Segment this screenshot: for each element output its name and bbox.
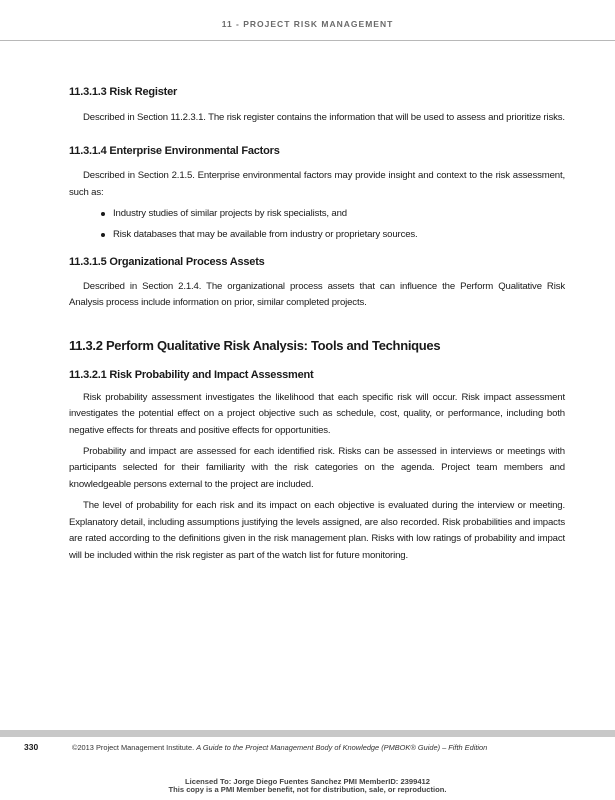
- list-item-text: Risk databases that may be available from industry or proprietary sources.: [113, 228, 418, 240]
- page-number: 330: [24, 742, 39, 752]
- license-line-1: Licensed To: Jorge Diego Fuentes Sanchez PMI MemberID: 2399412: [184, 777, 431, 786]
- footer-bar: [0, 730, 615, 737]
- heading-11-3-2-1: 11.3.2.1 Risk Probability and Impact Assessment: [69, 368, 314, 381]
- copyright-notice: [72, 743, 487, 752]
- heading-11-3-1-3: 11.3.1.3 Risk Register: [69, 86, 178, 98]
- bullet-icon: [101, 233, 105, 237]
- section-tools-and-techniques: [69, 338, 565, 353]
- paragraph-probability-levels: The level of probability for each risk and its impact on each objective is evaluated during the interview or meeting. Explanatory detail, including assumptions justifying the levels assigned, are also recorded. Risk probabilities and impacts are rated according to the definitions given in the risk management plan. Risks with low ratings of probability and impact will be included within the risk register as part of the watch list for future monitoring.: [69, 500, 565, 561]
- section-risk-register: [69, 86, 565, 126]
- book-title: A Guide to the Project Management Body of Knowledge (PMBOK® Guide) – Fifth Edition: [196, 743, 488, 752]
- paragraph-assessment-participants: Probability and impact are assessed for each identified risk. Risks can be assessed in interviews or meetings with participants selected for their familiarity with the risk categories on the agenda. Project team members and knowledgeable persons external to the project are included.: [69, 446, 565, 490]
- running-header: [0, 0, 615, 41]
- page-content: [69, 86, 565, 564]
- bullet-icon: [101, 212, 105, 216]
- list-item: [69, 227, 565, 243]
- paragraph-opa: Described in Section 2.1.4. The organizational process assets that can influence the Perform Qualitative Risk Analysis process include information on prior, similar completed projects.: [69, 281, 565, 309]
- heading-11-3-1-5: 11.3.1.5 Organizational Process Assets: [69, 256, 265, 269]
- section-organizational-process-assets: [69, 256, 565, 312]
- list-item-text: Industry studies of similar projects by risk specialists, and: [113, 208, 347, 220]
- heading-11-3-1-4: 11.3.1.4 Enterprise Environmental Factors: [69, 145, 280, 158]
- section-risk-probability-impact: [69, 369, 565, 564]
- license-line-2: This copy is a PMI Member benefit, not for distribution, sale, or reproduction.: [168, 785, 447, 794]
- paragraph-eef: Described in Section 2.1.5. Enterprise environmental factors may provide insight and context to the risk assessment, such as:: [69, 170, 565, 198]
- eef-bullet-list: [69, 206, 565, 243]
- heading-11-3-2: 11.3.2 Perform Qualitative Risk Analysis: Tools and Techniques: [69, 337, 441, 353]
- paragraph-risk-register: Described in Section 11.2.3.1. The risk register contains the information that will be used to assess and prioritize risks.: [83, 112, 565, 123]
- copyright-prefix: ©2013 Project Management Institute.: [72, 743, 197, 752]
- chapter-title: 11 - PROJECT RISK MANAGEMENT: [221, 19, 394, 29]
- list-item: [69, 206, 565, 222]
- section-enterprise-environmental-factors: [69, 145, 565, 243]
- paragraph-probability-assessment: Risk probability assessment investigates the likelihood that each specific risk will occur. Risk impact assessment investigates the potential effect on a project objective such as schedule, cost, quality, or performance, including both negative effects for threats and positive effects for opportunities.: [69, 391, 565, 436]
